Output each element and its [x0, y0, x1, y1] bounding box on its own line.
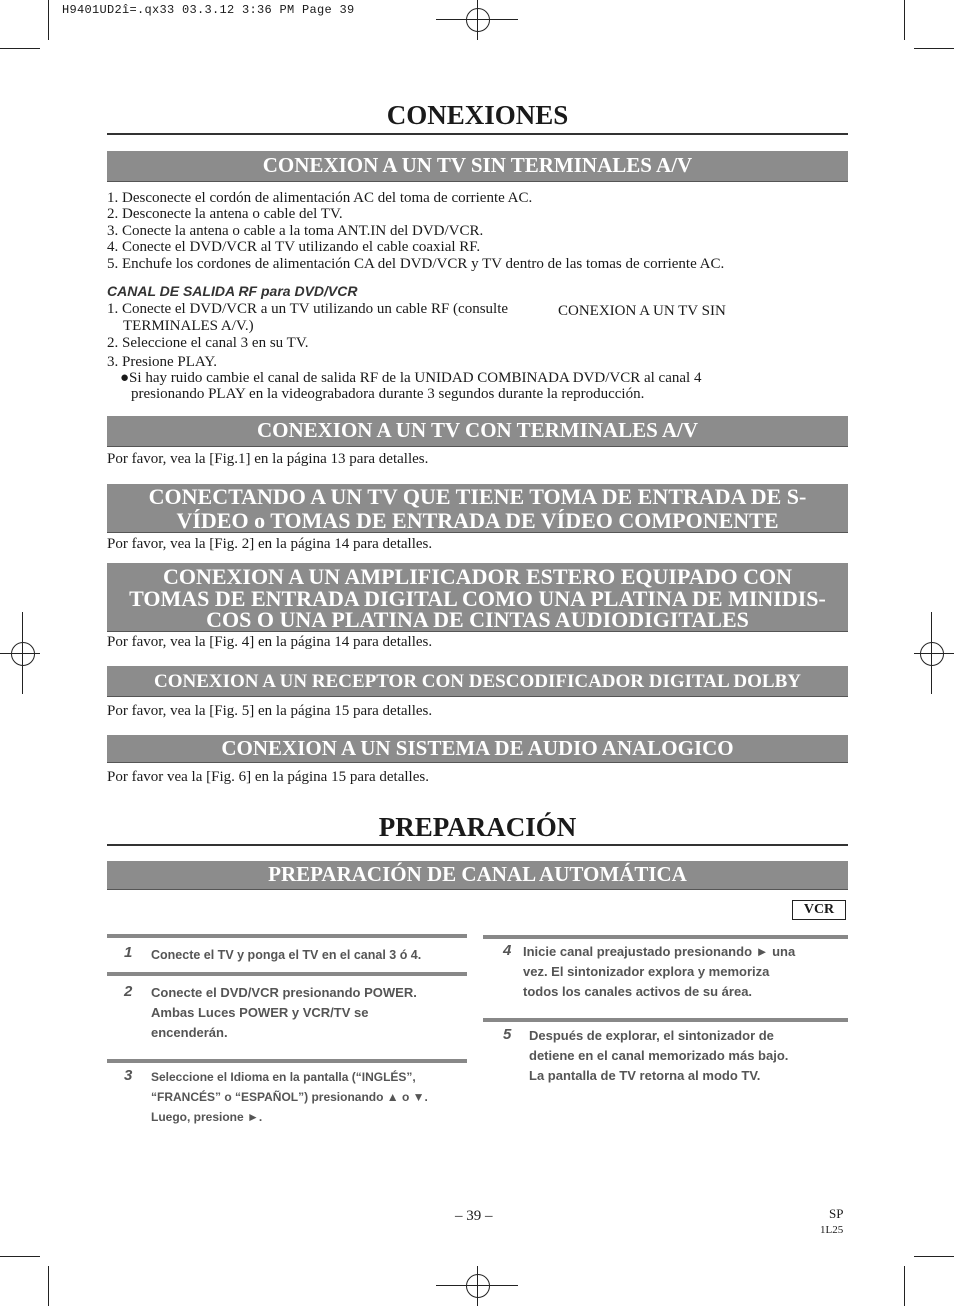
rf-step-1-continued: TERMINALES A/V.) [123, 318, 254, 334]
section-text-receptor-dolby: Por favor, vea la [Fig. 5] en la página 15 para detalles. [107, 703, 433, 719]
section-text-s-video: Por favor, vea la [Fig. 2] en la página 14 para detalles. [107, 536, 433, 552]
list-item: 1. Desconecte el cordón de alimentación AC del toma de corriente AC. [107, 190, 533, 206]
section-heading-amplificador [107, 563, 848, 632]
step-divider [107, 972, 467, 976]
section-heading-audio-analogico: CONEXION A UN SISTEMA DE AUDIO ANALOGICO [107, 735, 848, 763]
heading-line: TOMAS DE ENTRADA DIGITAL COMO UNA PLATINA DE MINIDIS- [129, 585, 826, 611]
page-title-preparacion: PREPARACIÓN [378, 812, 577, 842]
page-number: – 39 – [455, 1208, 493, 1224]
step-number: 3 [124, 1067, 133, 1084]
page-title-conexiones: CONEXIONES [386, 100, 569, 130]
language-code: SP [829, 1206, 844, 1221]
rf-note-line-1: ●Si hay ruido cambie el canal de salida RF de la UNIDAD COMBINADA DVD/VCR al canal 4 [120, 370, 702, 386]
step-divider [483, 935, 848, 939]
step-divider [107, 934, 467, 938]
list-item: 4. Conecte el DVD/VCR al TV utilizando el cable coaxial RF. [107, 239, 481, 255]
title-rule [107, 133, 848, 135]
subheading-canal-salida-rf: CANAL DE SALIDA RF para DVD/VCR [107, 283, 358, 299]
step-text: Inicie canal preajustado presionando ► una vez. El sintonizador explora y memoriza todos los canales activos de su área. [523, 944, 796, 999]
heading-line: VÍDEO o TOMAS DE ENTRADA DE VÍDEO COMPONENTE [176, 508, 779, 533]
vcr-badge: VCR [792, 900, 846, 920]
step-number: 5 [503, 1026, 512, 1043]
section-heading-canal-automatica: PREPARACIÓN DE CANAL AUTOMÁTICA [107, 861, 848, 890]
model-code: 1L25 [820, 1224, 844, 1236]
section-heading-s-video [107, 484, 848, 533]
list-item: 5. Enchufe los cordones de alimentación CA del DVD/VCR y TV dentro de las tomas de corriente AC. [107, 256, 725, 272]
step-number: 4 [503, 942, 512, 959]
rf-step-2: 2. Seleccione el canal 3 en su TV. [107, 335, 309, 351]
section-text-amplificador: Por favor, vea la [Fig. 4] en la página 14 para detalles. [107, 634, 433, 650]
step-number: 1 [124, 944, 133, 961]
rf-note-line-2: presionando PLAY en la videograbadora durante 3 segundos durante la reproducción. [131, 386, 645, 402]
step-text: Después de explorar, el sintonizador de detiene en el canal memorizado más bajo. La pantalla de TV retorna al modo TV. [529, 1028, 789, 1083]
heading-line: CONEXION A UN AMPLIFICADOR ESTERO EQUIPADO CON [162, 564, 793, 589]
step-text: Seleccione el Idioma en la pantalla (“INGLÉS”, “FRANCÉS” o “ESPAÑOL”) presionando ▲ o ▼. Luego, presione ►. [151, 1070, 428, 1124]
list-item: 2. Desconecte la antena o cable del TV. [107, 206, 343, 222]
rf-step-1-reference: CONEXION A UN TV SIN [558, 303, 726, 319]
step-number: 2 [124, 983, 133, 1000]
section-text-tv-con-terminales: Por favor, vea la [Fig.1] en la página 13 para detalles. [107, 451, 429, 467]
heading-line: COS O UNA PLATINA DE CINTAS AUDIODIGITALES [206, 607, 749, 632]
file-slug: H9401UD2î=.qx33 03.3.12 3:36 PM Page 39 [62, 3, 355, 17]
step-text: Conecte el DVD/VCR presionando POWER. Ambas Luces POWER y VCR/TV se encenderán. [151, 985, 417, 1040]
step-text: Conecte el TV y ponga el TV en el canal 3 ó 4. [151, 948, 422, 962]
heading-line: CONECTANDO A UN TV QUE TIENE TOMA DE ENTRADA DE S- [148, 484, 807, 509]
section-text-audio-analogico: Por favor vea la [Fig. 6] en la página 15 para detalles. [107, 769, 429, 785]
rf-step-3: 3. Presione PLAY. [107, 354, 218, 370]
section-heading-receptor-dolby: CONEXION A UN RECEPTOR CON DESCODIFICADOR DIGITAL DOLBY [107, 666, 848, 697]
list-item: 3. Conecte la antena o cable a la toma ANT.IN del DVD/VCR. [107, 223, 484, 239]
section-heading-tv-sin-terminales: CONEXION A UN TV SIN TERMINALES A/V [107, 151, 848, 182]
title-rule [107, 844, 848, 846]
rf-step-1: 1. Conecte el DVD/VCR a un TV utilizando un cable RF (consulte [107, 301, 509, 317]
section-heading-tv-con-terminales: CONEXION A UN TV CON TERMINALES A/V [107, 416, 848, 447]
step-divider [107, 1059, 467, 1063]
step-divider [483, 1018, 848, 1022]
